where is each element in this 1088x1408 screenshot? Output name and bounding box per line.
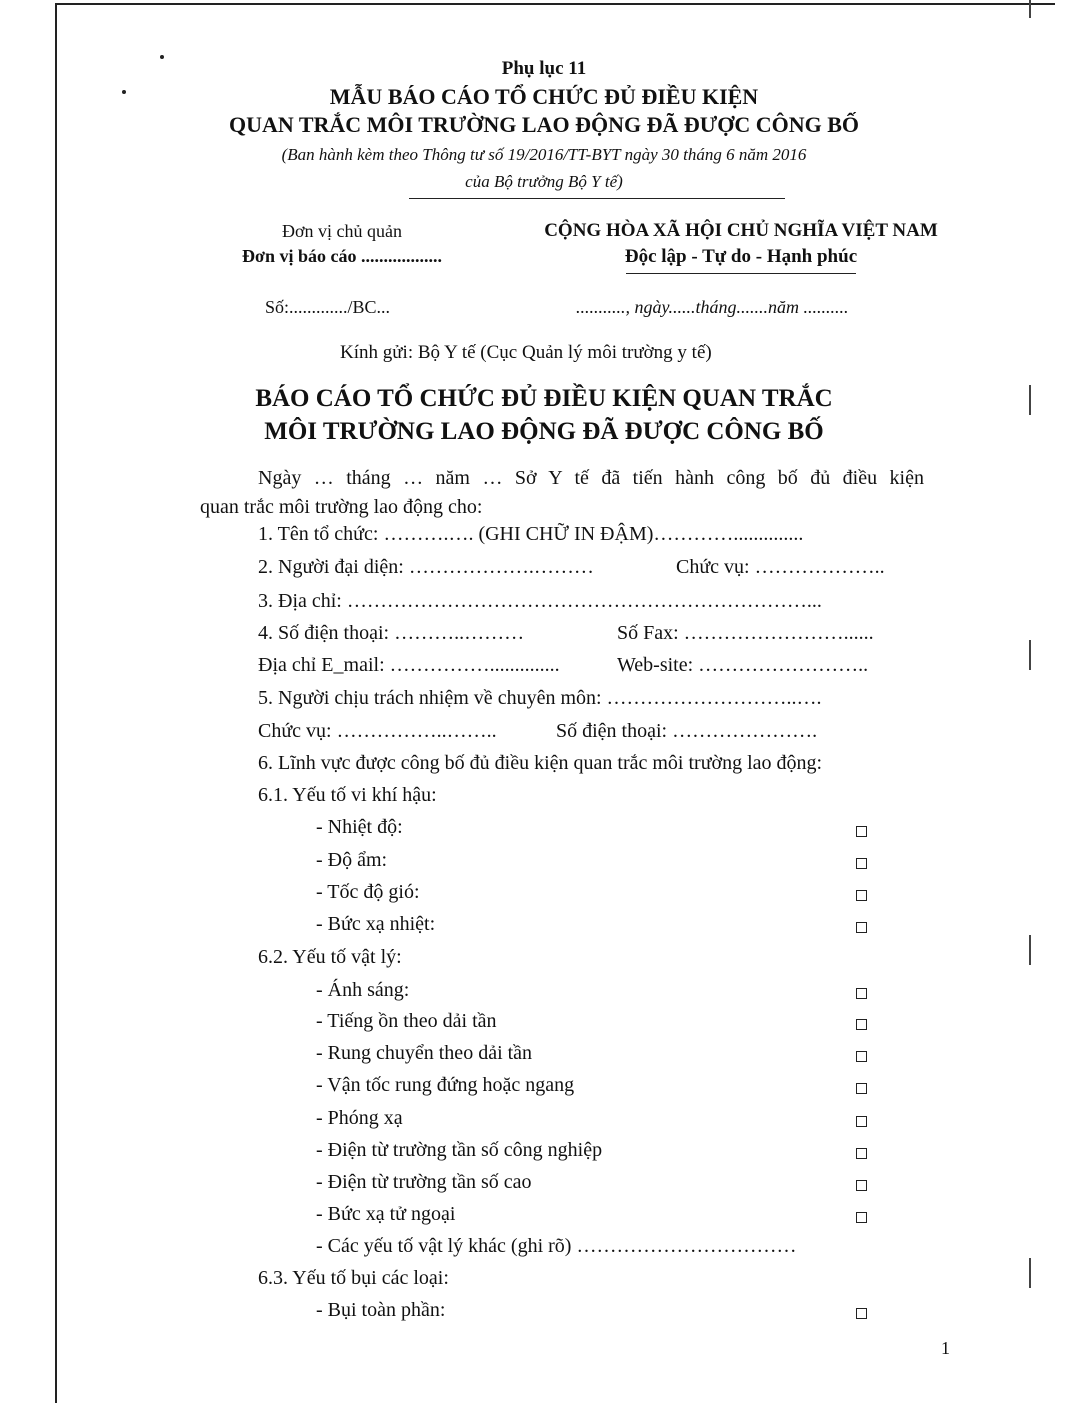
list-item: - Tiếng ồn theo dải tần	[316, 1010, 497, 1032]
checkbox[interactable]	[856, 1051, 867, 1062]
scan-mark	[1029, 1258, 1031, 1288]
scan-edge-left	[55, 3, 57, 1403]
field-fax: Số Fax: ……………………......	[617, 622, 874, 644]
checkbox[interactable]	[856, 858, 867, 869]
list-item: - Bụi toàn phần:	[316, 1299, 446, 1321]
checkbox[interactable]	[856, 890, 867, 901]
list-item: - Điện từ trường tần số công nghiệp	[316, 1139, 603, 1161]
republic-name: CỘNG HÒA XÃ HỘI CHỦ NGHĨA VIỆT NAM	[544, 220, 938, 241]
national-motto: Độc lập - Tự do - Hạnh phúc	[624, 246, 858, 267]
list-item: - Bức xạ tử ngoại	[316, 1203, 456, 1225]
scan-mark	[1029, 0, 1031, 18]
page-number: 1	[941, 1338, 950, 1358]
report-date: ..........., ngày......tháng.......năm ..........	[576, 297, 849, 317]
scan-mark	[1029, 640, 1031, 670]
reporting-unit: Đơn vị báo cáo ..................	[242, 246, 442, 266]
checkbox[interactable]	[856, 1212, 867, 1223]
field-address: 3. Địa chỉ: ……………………………………………………………...	[258, 590, 822, 612]
list-item: - Điện từ trường tần số cao	[316, 1171, 532, 1193]
list-item: - Tốc độ gió:	[316, 881, 420, 903]
list-item: - Độ ẩm:	[316, 849, 388, 871]
section-6-2-heading: 6.2. Yếu tố vật lý:	[258, 946, 402, 968]
list-item: - Nhiệt độ:	[316, 816, 403, 838]
form-title-line2: QUAN TRẮC MÔI TRƯỜNG LAO ĐỘNG ĐÃ ĐƯỢC CÔNG BỐ	[228, 112, 860, 137]
list-item: - Phóng xạ	[316, 1107, 403, 1129]
checkbox[interactable]	[856, 1148, 867, 1159]
form-title-line1: MẪU BÁO CÁO TỔ CHỨC ĐỦ ĐIỀU KIỆN	[329, 84, 759, 109]
issued-note-line1: (Ban hành kèm theo Thông tư số 19/2016/TT-BYT ngày 30 tháng 6 năm 2016	[281, 145, 807, 164]
title-underline	[409, 198, 785, 199]
section-6-3-heading: 6.3. Yếu tố bụi các loại:	[258, 1267, 449, 1289]
field-responsible-person: 5. Người chịu trách nhiệm về chuyên môn: ………………………..….	[258, 687, 822, 709]
list-item: - Rung chuyển theo dải tần	[316, 1042, 533, 1064]
report-title-line2: MÔI TRƯỜNG LAO ĐỘNG ĐÃ ĐƯỢC CÔNG BỐ	[264, 418, 824, 445]
scan-edge-top	[55, 3, 1055, 5]
list-item: - Ánh sáng:	[316, 979, 410, 1001]
checkbox[interactable]	[856, 1180, 867, 1191]
report-title-line1: BÁO CÁO TỔ CHỨC ĐỦ ĐIỀU KIỆN QUAN TRẮC	[255, 385, 833, 412]
checkbox[interactable]	[856, 922, 867, 933]
list-item-other: - Các yếu tố vật lý khác (ghi rõ) ……………………………	[316, 1235, 797, 1257]
field-email: Địa chỉ E_mail: ……………..............	[258, 654, 560, 676]
list-item: - Vận tốc rung đứng hoặc ngang	[316, 1074, 575, 1096]
field-scope-heading: 6. Lĩnh vực được công bố đủ điều kiện quan trắc môi trường lao động:	[258, 752, 823, 774]
field-representative-position: Chức vụ: ………………..	[676, 556, 885, 578]
field-phone: 4. Số điện thoại: ………..………	[258, 622, 525, 644]
issued-note-line2: của Bộ trưởng Bộ Y tế)	[465, 172, 623, 191]
field-website: Web-site: ……………………..	[617, 654, 869, 676]
intro-line1: Ngày … tháng … năm … Sở Y tế đã tiến hành công bố đủ điều kiện	[258, 467, 924, 489]
field-organization-name: 1. Tên tổ chức: ……….…. (GHI CHỮ IN ĐẬM)…………..............	[258, 523, 804, 545]
field-responsible-phone: Số điện thoại: ………………….	[556, 720, 818, 742]
motto-underline	[626, 273, 856, 274]
report-number: Số:............./BC...	[265, 297, 391, 317]
list-item: - Bức xạ nhiệt:	[316, 913, 436, 935]
checkbox[interactable]	[856, 1083, 867, 1094]
managing-unit: Đơn vị chủ quản	[282, 221, 402, 241]
checkbox[interactable]	[856, 1116, 867, 1127]
scan-mark	[1029, 935, 1031, 965]
recipient: Kính gửi: Bộ Y tế (Cục Quản lý môi trường y tế)	[340, 342, 712, 363]
checkbox[interactable]	[856, 1019, 867, 1030]
field-responsible-position: Chức vụ: ……………..……..	[258, 720, 497, 742]
field-representative: 2. Người đại diện: ……………….………	[258, 556, 594, 578]
appendix-label: Phụ lục 11	[501, 58, 587, 79]
intro-line2: quan trắc môi trường lao động cho:	[200, 496, 483, 518]
checkbox[interactable]	[856, 988, 867, 999]
checkbox[interactable]	[856, 826, 867, 837]
section-6-1-heading: 6.1. Yếu tố vi khí hậu:	[258, 784, 437, 806]
checkbox[interactable]	[856, 1308, 867, 1319]
